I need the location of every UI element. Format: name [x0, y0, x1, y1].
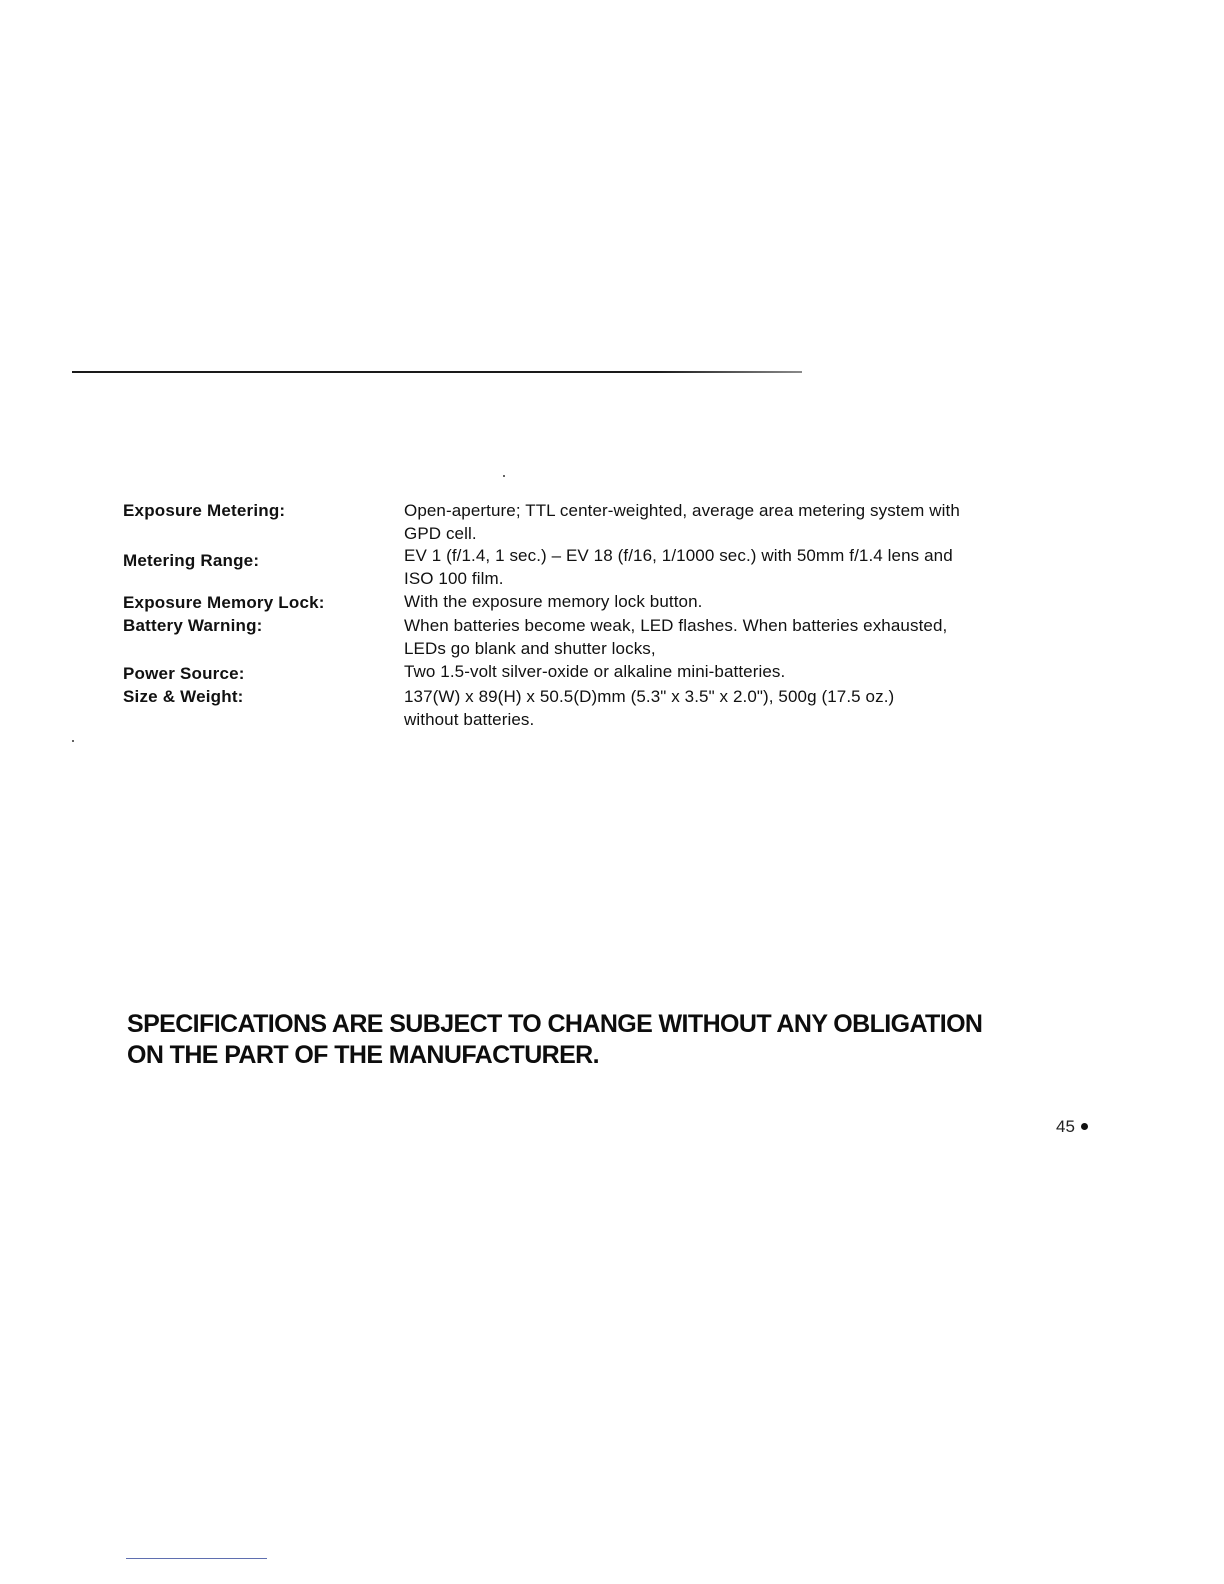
notice-line: ON THE PART OF THE MANUFACTURER. [127, 1041, 599, 1069]
top-divider-rule [72, 371, 802, 373]
spec-value-line: LEDs go blank and shutter locks, [404, 639, 656, 658]
page-footer [1056, 1117, 1088, 1137]
bullet-icon [1081, 1123, 1088, 1130]
spec-label: Exposure Metering: [123, 501, 286, 520]
scan-speck [503, 475, 505, 477]
scan-speck [72, 740, 74, 742]
spec-value-line: ISO 100 film. [404, 569, 504, 588]
page-number: 45 [1056, 1117, 1075, 1136]
spec-label: Battery Warning: [123, 616, 263, 635]
spec-label: Exposure Memory Lock: [123, 593, 325, 612]
spec-row-exposure-memory-lock [123, 590, 1103, 614]
spec-value-line: 137(W) x 89(H) x 50.5(D)mm (5.3" x 3.5" x 2.0"), 500g (17.5 oz.) [404, 687, 895, 706]
spec-value [404, 499, 1103, 545]
bottom-edge-rule [126, 1558, 267, 1559]
spec-row-battery-warning [123, 614, 1103, 660]
spec-label: Metering Range: [123, 551, 260, 570]
specifications-notice [127, 1009, 982, 1071]
spec-value-line: EV 1 (f/1.4, 1 sec.) – EV 18 (f/16, 1/1000 sec.) with 50mm f/1.4 lens and [404, 546, 953, 565]
spec-row-power-source [123, 660, 1103, 685]
spec-value [404, 685, 1103, 731]
spec-label: Power Source: [123, 664, 245, 683]
spec-row-exposure-metering [123, 499, 1103, 545]
spec-value-line: Two 1.5-volt silver-oxide or alkaline mini-batteries. [404, 662, 786, 681]
spec-value [404, 544, 1103, 590]
spec-value-line: without batteries. [404, 710, 535, 729]
spec-value-line: With the exposure memory lock button. [404, 592, 703, 611]
spec-row-metering-range [123, 544, 1103, 590]
spec-label: Size & Weight: [123, 687, 244, 706]
spec-value-line: When batteries become weak, LED flashes. When batteries exhausted, [404, 616, 948, 635]
specifications-list [123, 499, 1103, 731]
spec-value [404, 614, 1103, 660]
notice-line: SPECIFICATIONS ARE SUBJECT TO CHANGE WITHOUT ANY OBLIGATION [127, 1010, 983, 1038]
spec-value [404, 590, 1103, 613]
spec-row-size-weight [123, 685, 1103, 731]
spec-value-line: GPD cell. [404, 524, 477, 543]
spec-value-line: Open-aperture; TTL center-weighted, average area metering system with [404, 501, 960, 520]
spec-value [404, 660, 1103, 683]
